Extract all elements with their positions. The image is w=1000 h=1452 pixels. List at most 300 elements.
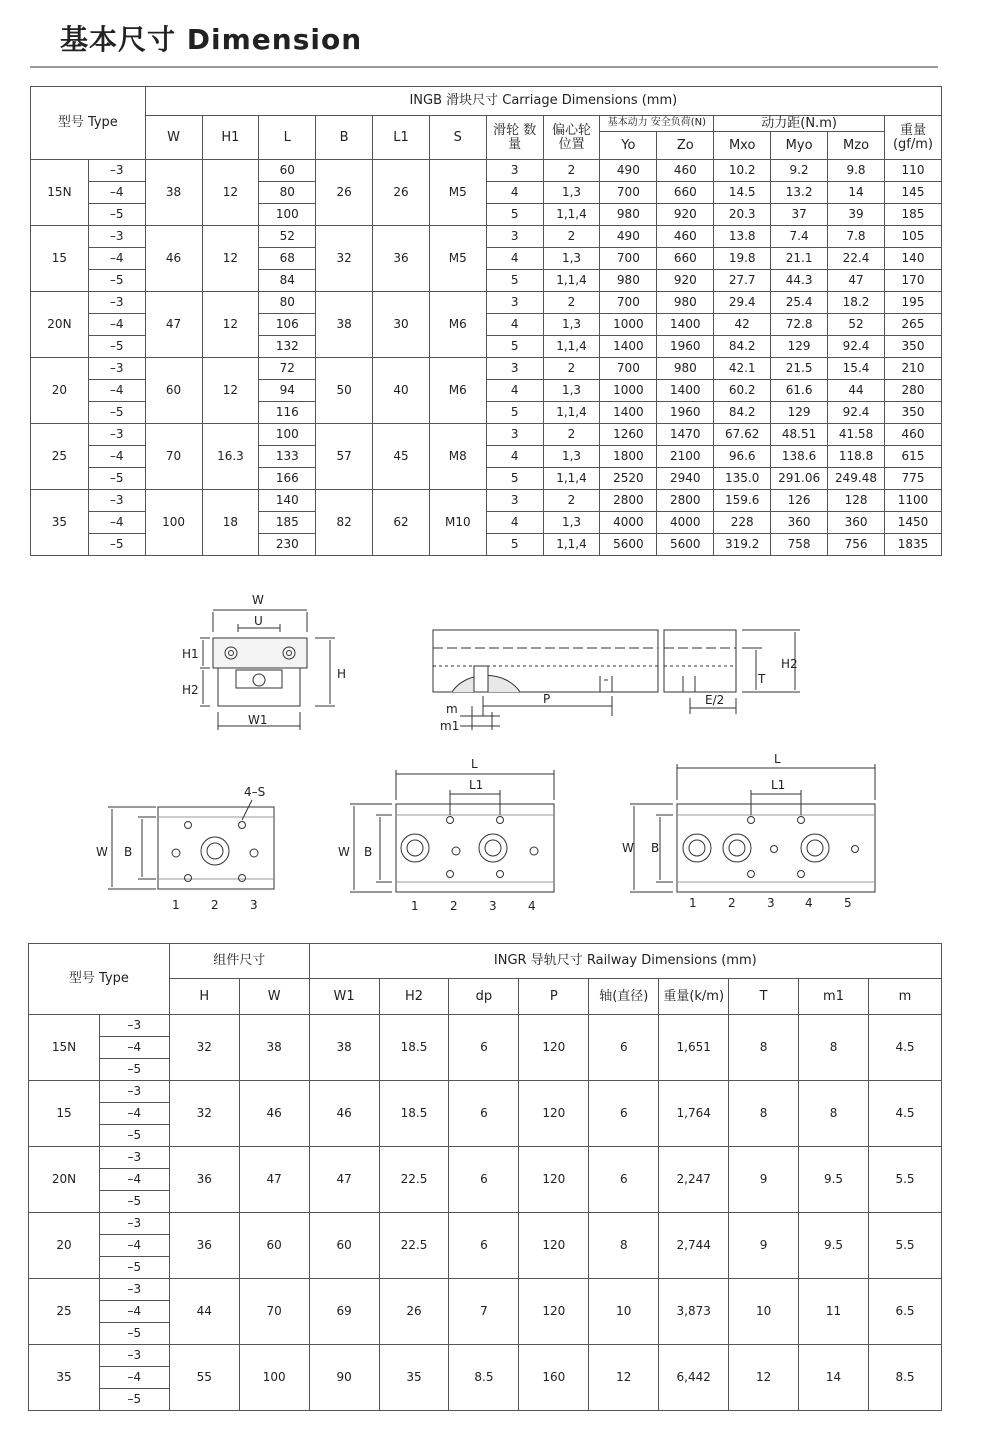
sub-type-cell: –3 — [88, 226, 145, 248]
cell-wt: 140 — [885, 248, 942, 270]
cell-L: 60 — [259, 160, 316, 182]
rail-type-cell: 20N — [29, 1147, 100, 1213]
rail-sub-type-cell: –5 — [99, 1323, 169, 1345]
col-W: W — [145, 116, 202, 160]
table-row — [29, 1213, 942, 1235]
cell-Yo: 1400 — [600, 402, 657, 424]
section-label-U: U — [254, 614, 263, 628]
cell-H1: 12 — [202, 292, 259, 358]
cell-Mxo: 228 — [714, 512, 771, 534]
cell-wt: 145 — [885, 182, 942, 204]
cell-n: 3 — [486, 358, 543, 380]
cell-Mzo: 44 — [828, 380, 885, 402]
page-title: 基本尺寸 Dimension — [60, 23, 363, 56]
top5-label-4: 4 — [805, 896, 813, 910]
cell-Myo: 126 — [771, 490, 828, 512]
rail-sub-type-cell: –3 — [99, 1279, 169, 1301]
cell-Mxo: 42.1 — [714, 358, 771, 380]
rail-cell-weight: 1,764 — [659, 1081, 729, 1147]
top3-label-2: 2 — [211, 898, 219, 912]
table-row — [29, 1279, 942, 1301]
railway-dimensions-table — [28, 943, 942, 1411]
cell-pos: 1,3 — [543, 182, 600, 204]
cell-Mxo: 29.4 — [714, 292, 771, 314]
cell-Myo: 291.06 — [771, 468, 828, 490]
sub-type-cell: –4 — [88, 182, 145, 204]
section-label-H2: H2 — [182, 683, 199, 697]
cell-n: 5 — [486, 534, 543, 556]
cell-Myo: 129 — [771, 402, 828, 424]
rail-sub-type-cell: –3 — [99, 1081, 169, 1103]
cell-n: 5 — [486, 468, 543, 490]
cell-Mzo: 249.48 — [828, 468, 885, 490]
cell-Myo: 61.6 — [771, 380, 828, 402]
cell-Mxo: 14.5 — [714, 182, 771, 204]
cell-Zo: 2100 — [657, 446, 714, 468]
cell-L: 72 — [259, 358, 316, 380]
rail-cell-m: 5.5 — [868, 1147, 941, 1213]
cell-S: M6 — [429, 358, 486, 424]
cell-Mzo: 41.58 — [828, 424, 885, 446]
sub-type-cell: –5 — [88, 270, 145, 292]
cell-L1: 30 — [373, 292, 430, 358]
table-row — [29, 1081, 942, 1103]
cell-W: 46 — [145, 226, 202, 292]
top5-label-L: L — [774, 752, 781, 766]
cell-L: 230 — [259, 534, 316, 556]
cell-Mxo: 27.7 — [714, 270, 771, 292]
carriage-section-drawing — [200, 610, 335, 730]
sub-type-cell: –4 — [88, 512, 145, 534]
rail-cell-T: 10 — [729, 1279, 799, 1345]
rail-cell-m: 6.5 — [868, 1279, 941, 1345]
cell-H1: 12 — [202, 358, 259, 424]
cell-Mzo: 92.4 — [828, 336, 885, 358]
cell-Mxo: 159.6 — [714, 490, 771, 512]
rail-cell-dp: 6 — [449, 1147, 519, 1213]
cell-H1: 16.3 — [202, 424, 259, 490]
rail-sub-type-cell: –4 — [99, 1037, 169, 1059]
cell-S: M5 — [429, 226, 486, 292]
cell-Zo: 980 — [657, 358, 714, 380]
cell-pos: 1,3 — [543, 380, 600, 402]
cell-H1: 12 — [202, 226, 259, 292]
type-cell: 25 — [31, 424, 89, 490]
rail-cell-H: 55 — [169, 1345, 239, 1411]
rail-sub-type-cell: –4 — [99, 1235, 169, 1257]
cell-pos: 2 — [543, 226, 600, 248]
cell-Myo: 758 — [771, 534, 828, 556]
cell-Yo: 700 — [600, 358, 657, 380]
rail-col-H: H — [169, 979, 239, 1015]
cell-pos: 1,1,4 — [543, 204, 600, 226]
sub-type-cell: –3 — [88, 358, 145, 380]
cell-Mxo: 319.2 — [714, 534, 771, 556]
rail-col-P: P — [519, 979, 589, 1015]
cell-Zo: 920 — [657, 204, 714, 226]
rail-sub-type-cell: –4 — [99, 1103, 169, 1125]
rail-cell-dp: 7 — [449, 1279, 519, 1345]
rail-sub-type-cell: –3 — [99, 1147, 169, 1169]
cell-S: M6 — [429, 292, 486, 358]
rail-cell-weight: 3,873 — [659, 1279, 729, 1345]
rail-cell-P: 120 — [519, 1081, 589, 1147]
type-cell: 20N — [31, 292, 89, 358]
top5-label-3: 3 — [767, 896, 775, 910]
cell-n: 3 — [486, 490, 543, 512]
rail-cell-H: 44 — [169, 1279, 239, 1345]
rail-label-E2: E/2 — [705, 693, 725, 707]
sub-type-cell: –4 — [88, 248, 145, 270]
cell-Mxo: 13.8 — [714, 226, 771, 248]
rail-type-cell: 25 — [29, 1279, 100, 1345]
cell-pos: 2 — [543, 358, 600, 380]
rail-col-dp: dp — [449, 979, 519, 1015]
cell-pos: 1,1,4 — [543, 270, 600, 292]
cell-Yo: 490 — [600, 226, 657, 248]
type-header: 型号 Type — [31, 87, 146, 160]
rail-label-m: m — [446, 702, 458, 716]
assembly-header: 组件尺寸 — [169, 944, 309, 979]
rail-sub-type-cell: –5 — [99, 1389, 169, 1411]
cell-Mxo: 10.2 — [714, 160, 771, 182]
cell-Yo: 4000 — [600, 512, 657, 534]
cell-L: 100 — [259, 424, 316, 446]
cell-W: 38 — [145, 160, 202, 226]
cell-Yo: 1000 — [600, 314, 657, 336]
rail-cell-T: 12 — [729, 1345, 799, 1411]
table-row — [29, 1147, 942, 1169]
cell-B: 32 — [316, 226, 373, 292]
cell-Mzo: 15.4 — [828, 358, 885, 380]
cell-Mxo: 67.62 — [714, 424, 771, 446]
rail-cell-H: 32 — [169, 1081, 239, 1147]
rail-cell-W1: 46 — [309, 1081, 379, 1147]
top4-label-3: 3 — [489, 899, 497, 913]
rail-cell-m: 5.5 — [868, 1213, 941, 1279]
rail-cell-H: 36 — [169, 1147, 239, 1213]
cell-Zo: 460 — [657, 226, 714, 248]
sub-type-cell: –5 — [88, 468, 145, 490]
cell-L: 68 — [259, 248, 316, 270]
rail-cell-dp: 6 — [449, 1015, 519, 1081]
cell-Yo: 700 — [600, 248, 657, 270]
cell-Yo: 980 — [600, 270, 657, 292]
cell-Mzo: 9.8 — [828, 160, 885, 182]
col-Mxo: Mxo — [714, 132, 771, 160]
cell-pos: 2 — [543, 160, 600, 182]
top4-label-L1: L1 — [469, 778, 484, 792]
cell-L: 84 — [259, 270, 316, 292]
cell-n: 4 — [486, 380, 543, 402]
cell-L: 132 — [259, 336, 316, 358]
top5-label-5: 5 — [844, 896, 852, 910]
top5-label-1: 1 — [689, 896, 697, 910]
cell-L: 185 — [259, 512, 316, 534]
col-Myo: Myo — [771, 132, 828, 160]
rail-side-drawing — [433, 630, 800, 730]
cell-L1: 40 — [373, 358, 430, 424]
rail-cell-H2: 22.5 — [379, 1213, 449, 1279]
cell-Myo: 13.2 — [771, 182, 828, 204]
top4-label-L: L — [471, 757, 478, 771]
rail-type-cell: 35 — [29, 1345, 100, 1411]
col-H1: H1 — [202, 116, 259, 160]
section-label-W: W — [252, 593, 264, 607]
rail-cell-m1: 9.5 — [799, 1213, 869, 1279]
rail-cell-dp: 8.5 — [449, 1345, 519, 1411]
cell-Mzo: 118.8 — [828, 446, 885, 468]
rail-label-H2: H2 — [781, 657, 798, 671]
col-weight: 重量 (gf/m) — [885, 116, 942, 160]
rail-cell-m1: 11 — [799, 1279, 869, 1345]
cell-wt: 195 — [885, 292, 942, 314]
cell-Myo: 360 — [771, 512, 828, 534]
rail-cell-dp: 6 — [449, 1213, 519, 1279]
rail-label-T: T — [758, 672, 766, 686]
cell-Myo: 37 — [771, 204, 828, 226]
rail-cell-m: 8.5 — [868, 1345, 941, 1411]
cell-Myo: 21.5 — [771, 358, 828, 380]
top3-label-W: W — [96, 845, 108, 859]
cell-S: M8 — [429, 424, 486, 490]
cell-n: 5 — [486, 336, 543, 358]
cell-L1: 36 — [373, 226, 430, 292]
cell-wt: 110 — [885, 160, 942, 182]
cell-B: 50 — [316, 358, 373, 424]
cell-L: 80 — [259, 182, 316, 204]
cell-pos: 1,1,4 — [543, 402, 600, 424]
rail-cell-H: 36 — [169, 1213, 239, 1279]
cell-Zo: 2800 — [657, 490, 714, 512]
rail-cell-W1: 47 — [309, 1147, 379, 1213]
rail-cell-W: 100 — [239, 1345, 309, 1411]
cell-pos: 2 — [543, 424, 600, 446]
cell-B: 38 — [316, 292, 373, 358]
cell-wt: 1450 — [885, 512, 942, 534]
cell-H1: 18 — [202, 490, 259, 556]
cell-W: 70 — [145, 424, 202, 490]
rail-sub-type-cell: –4 — [99, 1301, 169, 1323]
cell-Zo: 660 — [657, 248, 714, 270]
cell-Zo: 1400 — [657, 380, 714, 402]
cell-Myo: 44.3 — [771, 270, 828, 292]
cell-n: 4 — [486, 446, 543, 468]
rail-col-W1: W1 — [309, 979, 379, 1015]
cell-Zo: 5600 — [657, 534, 714, 556]
cell-S: M5 — [429, 160, 486, 226]
rail-cell-T: 9 — [729, 1147, 799, 1213]
rail-sub-type-cell: –3 — [99, 1213, 169, 1235]
col-B: B — [316, 116, 373, 160]
cell-pos: 1,3 — [543, 248, 600, 270]
cell-Myo: 7.4 — [771, 226, 828, 248]
rail-type-cell: 15N — [29, 1015, 100, 1081]
cell-Myo: 9.2 — [771, 160, 828, 182]
rail-cell-W1: 60 — [309, 1213, 379, 1279]
cell-n: 3 — [486, 292, 543, 314]
rail-cell-T: 8 — [729, 1081, 799, 1147]
rail-sub-type-cell: –3 — [99, 1345, 169, 1367]
top3-label-B: B — [124, 845, 133, 859]
rail-cell-H2: 18.5 — [379, 1015, 449, 1081]
sub-type-cell: –3 — [88, 424, 145, 446]
cell-L: 140 — [259, 490, 316, 512]
top5-label-W: W — [622, 841, 634, 855]
cell-n: 3 — [486, 424, 543, 446]
cell-Yo: 700 — [600, 182, 657, 204]
rail-sub-type-cell: –5 — [99, 1125, 169, 1147]
cell-wt: 170 — [885, 270, 942, 292]
cell-pos: 1,3 — [543, 446, 600, 468]
col-S: S — [429, 116, 486, 160]
sub-type-cell: –3 — [88, 160, 145, 182]
rail-cell-weight: 1,651 — [659, 1015, 729, 1081]
col-L1: L1 — [373, 116, 430, 160]
cell-Zo: 660 — [657, 182, 714, 204]
cell-n: 3 — [486, 160, 543, 182]
cell-B: 82 — [316, 490, 373, 556]
rail-cell-W: 60 — [239, 1213, 309, 1279]
carriage-group-header: INGB 滑块尺寸 Carriage Dimensions (mm) — [145, 87, 941, 116]
cell-Mxo: 96.6 — [714, 446, 771, 468]
cell-Mzo: 360 — [828, 512, 885, 534]
col-Yo: Yo — [600, 132, 657, 160]
cell-Zo: 4000 — [657, 512, 714, 534]
cell-Yo: 1000 — [600, 380, 657, 402]
cell-Mxo: 42 — [714, 314, 771, 336]
top4-label-2: 2 — [450, 899, 458, 913]
cell-Mxo: 135.0 — [714, 468, 771, 490]
rail-cell-m1: 8 — [799, 1081, 869, 1147]
rail-cell-W: 47 — [239, 1147, 309, 1213]
rail-col-H2: H2 — [379, 979, 449, 1015]
rail-cell-P: 120 — [519, 1279, 589, 1345]
cell-L: 116 — [259, 402, 316, 424]
top5-label-B: B — [651, 841, 660, 855]
rail-type-cell: 20 — [29, 1213, 100, 1279]
cell-Yo: 2520 — [600, 468, 657, 490]
cell-Zo: 1400 — [657, 314, 714, 336]
col-Mzo: Mzo — [828, 132, 885, 160]
cell-wt: 210 — [885, 358, 942, 380]
cell-H1: 12 — [202, 160, 259, 226]
rail-cell-T: 8 — [729, 1015, 799, 1081]
cell-Yo: 980 — [600, 204, 657, 226]
rail-cell-H2: 26 — [379, 1279, 449, 1345]
sub-type-cell: –5 — [88, 534, 145, 556]
top4-label-4: 4 — [528, 899, 536, 913]
type-cell: 15 — [31, 226, 89, 292]
cell-L: 133 — [259, 446, 316, 468]
sub-type-cell: –3 — [88, 292, 145, 314]
rail-label-m1: m1 — [440, 719, 460, 733]
top5-label-L1: L1 — [771, 778, 786, 792]
cell-Yo: 1260 — [600, 424, 657, 446]
rail-cell-shaft: 8 — [589, 1213, 659, 1279]
cell-wt: 775 — [885, 468, 942, 490]
rail-label-P: P — [543, 692, 551, 706]
rail-cell-H: 32 — [169, 1015, 239, 1081]
cell-Mzo: 92.4 — [828, 402, 885, 424]
rail-cell-W1: 38 — [309, 1015, 379, 1081]
cell-Zo: 920 — [657, 270, 714, 292]
rail-cell-shaft: 6 — [589, 1147, 659, 1213]
type-cell: 35 — [31, 490, 89, 556]
cell-n: 4 — [486, 182, 543, 204]
cell-wt: 615 — [885, 446, 942, 468]
rail-cell-W: 38 — [239, 1015, 309, 1081]
cell-Yo: 2800 — [600, 490, 657, 512]
cell-L: 166 — [259, 468, 316, 490]
cell-Yo: 5600 — [600, 534, 657, 556]
rail-cell-shaft: 6 — [589, 1015, 659, 1081]
cell-n: 5 — [486, 402, 543, 424]
cell-n: 4 — [486, 248, 543, 270]
cell-Zo: 460 — [657, 160, 714, 182]
cell-L: 106 — [259, 314, 316, 336]
cell-n: 4 — [486, 314, 543, 336]
rail-cell-H2: 18.5 — [379, 1081, 449, 1147]
cell-W: 47 — [145, 292, 202, 358]
rail-cell-W1: 69 — [309, 1279, 379, 1345]
rail-cell-P: 120 — [519, 1015, 589, 1081]
rail-col-shaft: 轴(直径) — [589, 979, 659, 1015]
rail-sub-type-cell: –5 — [99, 1257, 169, 1279]
section-label-H1: H1 — [182, 647, 199, 661]
rail-cell-W1: 90 — [309, 1345, 379, 1411]
rail-cell-m1: 9.5 — [799, 1147, 869, 1213]
cell-Zo: 1960 — [657, 336, 714, 358]
rail-col-m1: m1 — [799, 979, 869, 1015]
type-cell: 20 — [31, 358, 89, 424]
top4-label-B: B — [364, 845, 373, 859]
cell-Mzo: 22.4 — [828, 248, 885, 270]
cell-L: 52 — [259, 226, 316, 248]
rail-cell-P: 120 — [519, 1213, 589, 1279]
rail-cell-H2: 35 — [379, 1345, 449, 1411]
cell-W: 60 — [145, 358, 202, 424]
top4-label-1: 1 — [411, 899, 419, 913]
sub-type-cell: –4 — [88, 446, 145, 468]
cell-pos: 1,1,4 — [543, 336, 600, 358]
top-view-5-wheels — [630, 764, 875, 892]
col-load: 基本动力 安全负荷(N) — [600, 116, 714, 132]
cell-Mxo: 19.8 — [714, 248, 771, 270]
top5-label-2: 2 — [728, 896, 736, 910]
cell-Myo: 48.51 — [771, 424, 828, 446]
cell-pos: 2 — [543, 490, 600, 512]
rail-cell-dp: 6 — [449, 1081, 519, 1147]
rail-cell-weight: 2,247 — [659, 1147, 729, 1213]
cell-wt: 265 — [885, 314, 942, 336]
cell-pos: 1,1,4 — [543, 468, 600, 490]
rail-cell-m1: 8 — [799, 1015, 869, 1081]
rail-cell-H2: 22.5 — [379, 1147, 449, 1213]
cell-n: 5 — [486, 204, 543, 226]
cell-Mxo: 84.2 — [714, 402, 771, 424]
col-eccentric: 偏心轮 位置 — [543, 116, 600, 160]
table-row — [29, 1015, 942, 1037]
cell-Zo: 1960 — [657, 402, 714, 424]
rail-cell-shaft: 6 — [589, 1081, 659, 1147]
type-cell: 15N — [31, 160, 89, 226]
cell-Mzo: 14 — [828, 182, 885, 204]
rail-col-m: m — [868, 979, 941, 1015]
top3-label-3: 3 — [250, 898, 258, 912]
cell-Myo: 129 — [771, 336, 828, 358]
rail-type-cell: 15 — [29, 1081, 100, 1147]
